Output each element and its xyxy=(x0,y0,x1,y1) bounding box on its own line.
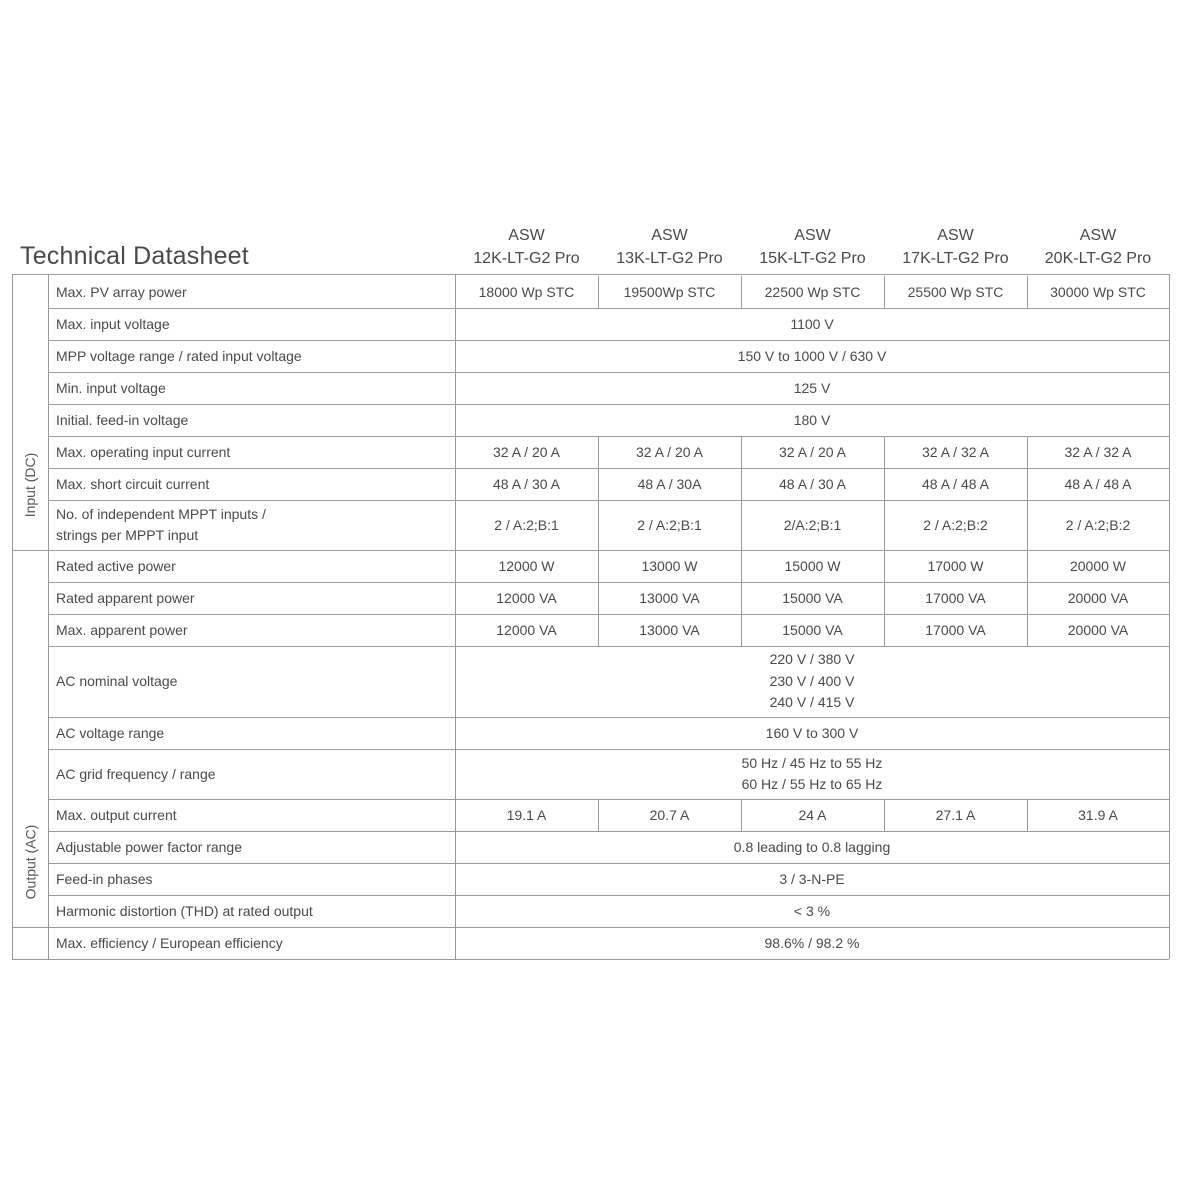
merged-value-line: 60 Hz / 55 Hz to 65 Hz xyxy=(741,776,883,792)
value-cell: 13000 VA xyxy=(639,589,700,606)
row-divider xyxy=(48,717,1169,718)
row-label: Max. input voltage xyxy=(56,315,170,332)
value-cell: 27.1 A xyxy=(935,806,976,823)
model-brand: ASW xyxy=(1079,227,1117,244)
row-divider xyxy=(12,550,1169,551)
row-label: AC grid frequency / range xyxy=(56,765,216,782)
value-divider xyxy=(884,468,885,500)
merged-value-line: 220 V / 380 V xyxy=(769,651,855,668)
model-name: 13K-LT-G2 Pro xyxy=(616,250,723,267)
row-label: Rated active power xyxy=(56,557,176,574)
merged-value-cell: 125 V xyxy=(793,379,831,396)
row-label: Max. apparent power xyxy=(56,621,188,638)
value-cell: 13000 W xyxy=(641,557,698,574)
row-label: Harmonic distortion (THD) at rated output xyxy=(56,902,313,919)
table-border-right xyxy=(1169,274,1170,959)
row-divider xyxy=(12,927,1169,928)
value-cell: 17000 VA xyxy=(925,589,986,606)
row-divider xyxy=(48,372,1169,373)
value-divider xyxy=(1027,468,1028,500)
value-divider xyxy=(598,582,599,614)
row-divider xyxy=(12,959,1169,960)
model-header xyxy=(455,224,598,270)
value-cell: 20000 W xyxy=(1069,557,1127,574)
value-divider xyxy=(884,500,885,550)
label-column-left xyxy=(48,274,49,959)
model-brand: ASW xyxy=(651,227,688,244)
value-cell: 15000 VA xyxy=(782,621,843,638)
value-divider xyxy=(1027,436,1028,468)
row-label-line: strings per MPPT input xyxy=(56,527,199,543)
model-header xyxy=(741,224,884,270)
value-divider xyxy=(741,468,742,500)
row-label xyxy=(56,504,446,546)
value-cell: 31.9 A xyxy=(1078,806,1118,823)
row-divider xyxy=(48,799,1169,800)
value-cell: 2 / A:2;B:1 xyxy=(637,516,702,533)
row-divider xyxy=(48,831,1169,832)
merged-value-cell: 98.6% / 98.2 % xyxy=(764,934,860,951)
value-cell: 12000 VA xyxy=(496,589,557,606)
value-cell: 2 / A:2;B:1 xyxy=(494,516,559,533)
merged-value-cell: < 3 % xyxy=(793,902,831,919)
row-divider xyxy=(48,614,1169,615)
value-cell: 19.1 A xyxy=(506,806,547,823)
value-cell: 13000 VA xyxy=(639,621,700,638)
merged-value-cell: 150 V to 1000 V / 630 V xyxy=(737,347,887,364)
value-divider xyxy=(884,582,885,614)
row-divider xyxy=(48,749,1169,750)
model-name: 17K-LT-G2 Pro xyxy=(902,250,1009,267)
merged-value-cell: 180 V xyxy=(793,411,831,428)
row-label: Max. efficiency / European efficiency xyxy=(56,934,283,951)
row-label: Max. PV array power xyxy=(56,283,187,300)
table-border-left xyxy=(12,274,13,959)
row-divider xyxy=(48,308,1169,309)
value-cell: 48 A / 48 A xyxy=(922,475,989,492)
value-cell: 2/A:2;B:1 xyxy=(783,516,842,533)
model-brand: ASW xyxy=(937,227,974,244)
value-divider xyxy=(741,500,742,550)
row-label: AC nominal voltage xyxy=(56,673,178,689)
row-label: MPP voltage range / rated input voltage xyxy=(56,347,302,364)
model-header xyxy=(598,224,741,270)
value-cell: 48 A / 30A xyxy=(637,475,702,492)
merged-value-cell xyxy=(455,649,1169,714)
value-divider xyxy=(598,500,599,550)
merged-value-cell: 0.8 leading to 0.8 lagging xyxy=(733,838,891,855)
value-cell: 12000 VA xyxy=(496,621,557,638)
value-cell: 15000 W xyxy=(784,557,841,574)
value-divider xyxy=(1027,614,1028,646)
row-label: Initial. feed-in voltage xyxy=(56,411,189,428)
value-cell: 25500 Wp STC xyxy=(907,283,1004,300)
section-label: Output (AC) xyxy=(22,824,38,899)
value-cell: 20000 VA xyxy=(1067,589,1129,606)
merged-value-line: 240 V / 415 V xyxy=(769,694,855,711)
row-label: Min. input voltage xyxy=(56,379,166,396)
value-divider xyxy=(598,276,599,308)
merged-value-line: 50 Hz / 45 Hz to 55 Hz xyxy=(741,754,883,771)
value-divider xyxy=(598,550,599,582)
value-divider xyxy=(741,276,742,308)
page-title: Technical Datasheet xyxy=(20,242,249,270)
value-cell: 17000 VA xyxy=(925,621,986,638)
value-cell: 32 A / 32 A xyxy=(1064,443,1132,460)
value-cell: 2 / A:2;B:2 xyxy=(1065,516,1131,533)
value-cell: 32 A / 32 A xyxy=(922,443,989,460)
row-divider xyxy=(48,436,1169,437)
value-divider xyxy=(1027,500,1028,550)
value-divider xyxy=(741,582,742,614)
value-divider xyxy=(884,550,885,582)
model-brand: ASW xyxy=(508,227,545,244)
value-cell: 30000 Wp STC xyxy=(1050,283,1146,300)
row-label: Adjustable power factor range xyxy=(56,838,242,855)
row-divider xyxy=(48,863,1169,864)
value-divider xyxy=(741,550,742,582)
value-cell: 48 A / 48 A xyxy=(1064,475,1132,492)
value-cell: 2 / A:2;B:2 xyxy=(923,516,988,533)
merged-value-cell xyxy=(455,753,1169,796)
value-divider xyxy=(884,799,885,831)
model-brand: ASW xyxy=(794,227,831,244)
row-divider xyxy=(48,340,1169,341)
value-cell: 20000 VA xyxy=(1067,621,1129,638)
value-cell: 24 A xyxy=(798,806,827,823)
merged-value-cell: 160 V to 300 V xyxy=(765,724,859,741)
value-cell: 32 A / 20 A xyxy=(636,443,703,460)
row-label: Feed-in phases xyxy=(56,870,153,887)
value-divider xyxy=(741,799,742,831)
value-cell: 12000 W xyxy=(498,557,555,574)
row-divider xyxy=(48,582,1169,583)
row-label: Rated apparent power xyxy=(56,589,195,606)
row-divider xyxy=(48,468,1169,469)
row-divider xyxy=(48,646,1169,647)
model-name: 12K-LT-G2 Pro xyxy=(473,250,580,267)
row-divider xyxy=(48,500,1169,501)
value-cell: 22500 Wp STC xyxy=(764,283,861,300)
row-label: Max. short circuit current xyxy=(56,475,210,492)
value-divider xyxy=(598,799,599,831)
value-cell: 18000 Wp STC xyxy=(478,283,575,300)
model-header xyxy=(884,224,1027,270)
value-cell: 15000 VA xyxy=(782,589,843,606)
merged-value-line: 230 V / 400 V xyxy=(769,672,855,689)
value-cell: 20.7 A xyxy=(649,806,690,823)
value-divider xyxy=(884,614,885,646)
model-header xyxy=(1027,224,1170,270)
value-cell: 48 A / 30 A xyxy=(493,475,560,492)
merged-value-cell: 3 / 3-N-PE xyxy=(779,870,845,887)
value-cell: 32 A / 20 A xyxy=(493,443,560,460)
value-cell: 17000 W xyxy=(927,557,984,574)
row-label: Max. output current xyxy=(56,806,177,823)
table-border-top xyxy=(12,274,1169,275)
value-cell: 19500Wp STC xyxy=(623,283,716,300)
value-cell: 32 A / 20 A xyxy=(779,443,846,460)
value-divider xyxy=(1027,582,1028,614)
value-divider xyxy=(598,436,599,468)
row-label-line: No. of independent MPPT inputs / xyxy=(56,506,266,522)
section-label: Input (DC) xyxy=(22,452,38,518)
row-divider xyxy=(48,895,1169,896)
merged-value-cell: 1100 V xyxy=(790,315,834,332)
row-label: Max. operating input current xyxy=(56,443,231,460)
value-divider xyxy=(598,468,599,500)
value-divider xyxy=(1027,550,1028,582)
row-divider xyxy=(48,404,1169,405)
model-name: 15K-LT-G2 Pro xyxy=(759,250,866,267)
value-divider xyxy=(884,276,885,308)
model-name: 20K-LT-G2 Pro xyxy=(1044,250,1152,267)
value-divider xyxy=(1027,276,1028,308)
value-divider xyxy=(1027,799,1028,831)
value-divider xyxy=(884,436,885,468)
row-label: AC voltage range xyxy=(56,724,165,741)
value-cell: 48 A / 30 A xyxy=(779,475,846,492)
value-divider xyxy=(741,614,742,646)
value-divider xyxy=(598,614,599,646)
value-divider xyxy=(741,436,742,468)
